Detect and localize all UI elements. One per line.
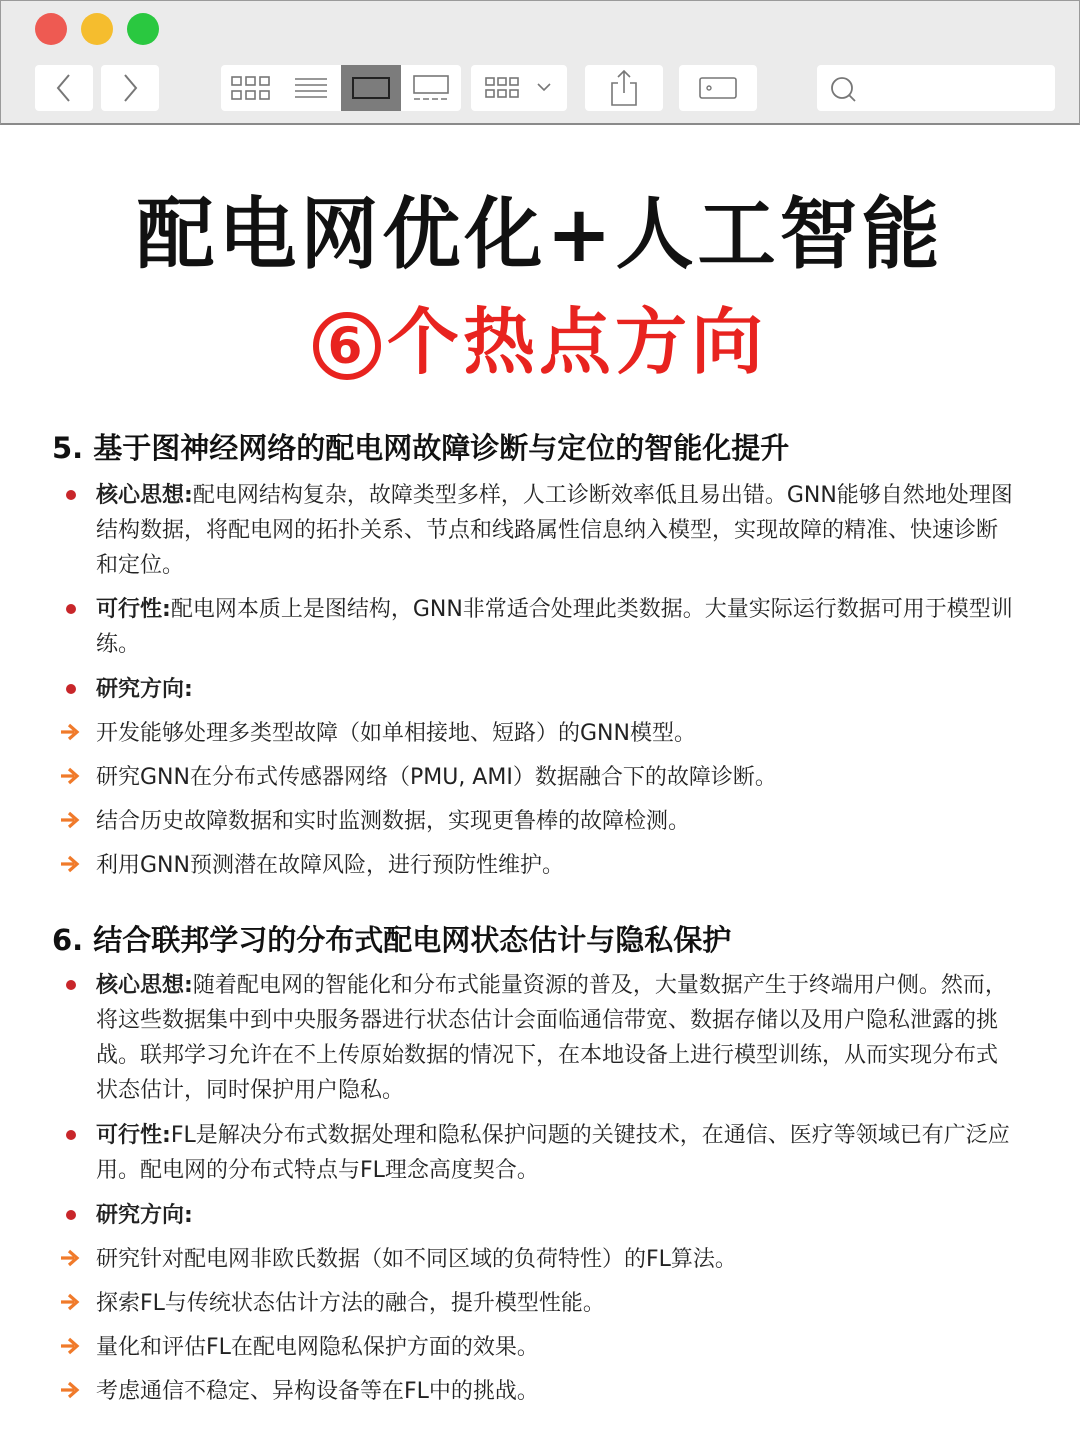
back-button[interactable] (35, 65, 93, 111)
bullet-dot (66, 1130, 76, 1140)
list-view-button[interactable] (281, 65, 341, 111)
section-5-feasibility (96, 592, 1016, 662)
share-button[interactable] (585, 65, 663, 111)
subtitle-text: 个热点方向 (386, 300, 767, 384)
section-5-heading: 5. 基于图神经网络的配电网故障诊断与定位的智能化提升 (52, 431, 790, 465)
arrow-right-icon (60, 765, 82, 787)
group-by-icon (484, 74, 554, 102)
minimize-window-button[interactable] (81, 13, 113, 45)
page-subtitle (0, 300, 1080, 384)
feasibility-label: 可行性: (96, 1123, 171, 1148)
core-idea-label: 核心思想: (96, 973, 193, 998)
arrow-right-icon (60, 721, 82, 743)
feasibility-label: 可行性: (96, 597, 171, 622)
tag-button[interactable] (679, 65, 757, 111)
number-badge: 6 (313, 312, 381, 380)
view-mode-segmented (221, 65, 461, 111)
core-idea-text: 配电网结构复杂，故障类型多样，人工诊断效率低且易出错。GNN能够自然地处理图结构数据，将配电网的拓扑关系、节点和线路属性信息纳入模型，实现故障的精准、快速诊断和定位。 (96, 483, 1013, 578)
chevron-right-icon (120, 73, 140, 103)
search-icon (829, 75, 859, 105)
arrow-right-icon (60, 1335, 82, 1357)
chevron-left-icon (54, 73, 74, 103)
single-page-view-button[interactable] (341, 65, 401, 111)
search-field[interactable] (817, 65, 1055, 111)
forward-button[interactable] (101, 65, 159, 111)
section-6-core-idea (96, 968, 1016, 1108)
bullet-dot (66, 684, 76, 694)
grid-view-button[interactable] (221, 65, 281, 111)
close-window-button[interactable] (35, 13, 67, 45)
section-5-direction-item: 开发能够处理多类型故障（如单相接地、短路）的GNN模型。 (96, 721, 696, 746)
document-page (0, 124, 1080, 1440)
section-5-direction-item: 研究GNN在分布式传感器网络（PMU, AMI）数据融合下的故障诊断。 (96, 765, 777, 790)
section-6-heading: 6. 结合联邦学习的分布式配电网状态估计与隐私保护 (52, 923, 732, 957)
section-6-direction-item: 考虑通信不稳定、异构设备等在FL中的挑战。 (96, 1379, 539, 1404)
section-5-core-idea (96, 478, 1016, 583)
grid-view-icon (230, 74, 272, 102)
zoom-window-button[interactable] (127, 13, 159, 45)
bullet-dot (66, 1210, 76, 1220)
section-6-directions-label: 研究方向: (96, 1203, 193, 1228)
arrow-right-icon (60, 1291, 82, 1313)
toolbar (0, 0, 1080, 125)
bullet-dot (66, 490, 76, 500)
core-idea-label: 核心思想: (96, 483, 193, 508)
arrow-right-icon (60, 1247, 82, 1269)
section-5-directions-label: 研究方向: (96, 677, 193, 702)
page-title: 配电网优化+人工智能 (136, 190, 944, 280)
core-idea-text: 随着配电网的智能化和分布式能量资源的普及，大量数据产生于终端用户侧。然而，将这些数据集中到中央服务器进行状态估计会面临通信带宽、数据存储以及用户隐私泄露的挑战。联邦学习允许在不上传原始数据的情况下，在本地设备上进行模型训练，从而实现分布式状态估计，同时保护用户隐私。 (96, 973, 1007, 1103)
single-page-view-icon (351, 75, 391, 101)
section-6-direction-item: 量化和评估FL在配电网隐私保护方面的效果。 (96, 1335, 539, 1360)
section-6-direction-item: 探索FL与传统状态估计方法的融合，提升模型性能。 (96, 1291, 605, 1316)
section-6-feasibility (96, 1118, 1016, 1188)
list-view-icon (294, 76, 328, 100)
arrow-right-icon (60, 853, 82, 875)
bullet-dot (66, 604, 76, 614)
section-5-direction-item: 利用GNN预测潜在故障风险，进行预防性维护。 (96, 853, 564, 878)
feasibility-text: FL是解决分布式数据处理和隐私保护问题的关键技术，在通信、医疗等领域已有广泛应用。配电网的分布式特点与FL理念高度契合。 (96, 1123, 1010, 1183)
share-icon (609, 69, 639, 107)
bullet-dot (66, 980, 76, 990)
arrow-right-icon (60, 1379, 82, 1401)
filmstrip-view-icon (411, 74, 451, 102)
feasibility-text: 配电网本质上是图结构，GNN非常适合处理此类数据。大量实际运行数据可用于模型训练。 (96, 597, 1013, 657)
tag-icon (698, 75, 738, 101)
filmstrip-view-button[interactable] (401, 65, 461, 111)
section-6-direction-item: 研究针对配电网非欧氏数据（如不同区域的负荷特性）的FL算法。 (96, 1247, 737, 1272)
group-by-button[interactable] (471, 65, 567, 111)
arrow-right-icon (60, 809, 82, 831)
section-5-direction-item: 结合历史故障数据和实时监测数据，实现更鲁棒的故障检测。 (96, 809, 691, 834)
